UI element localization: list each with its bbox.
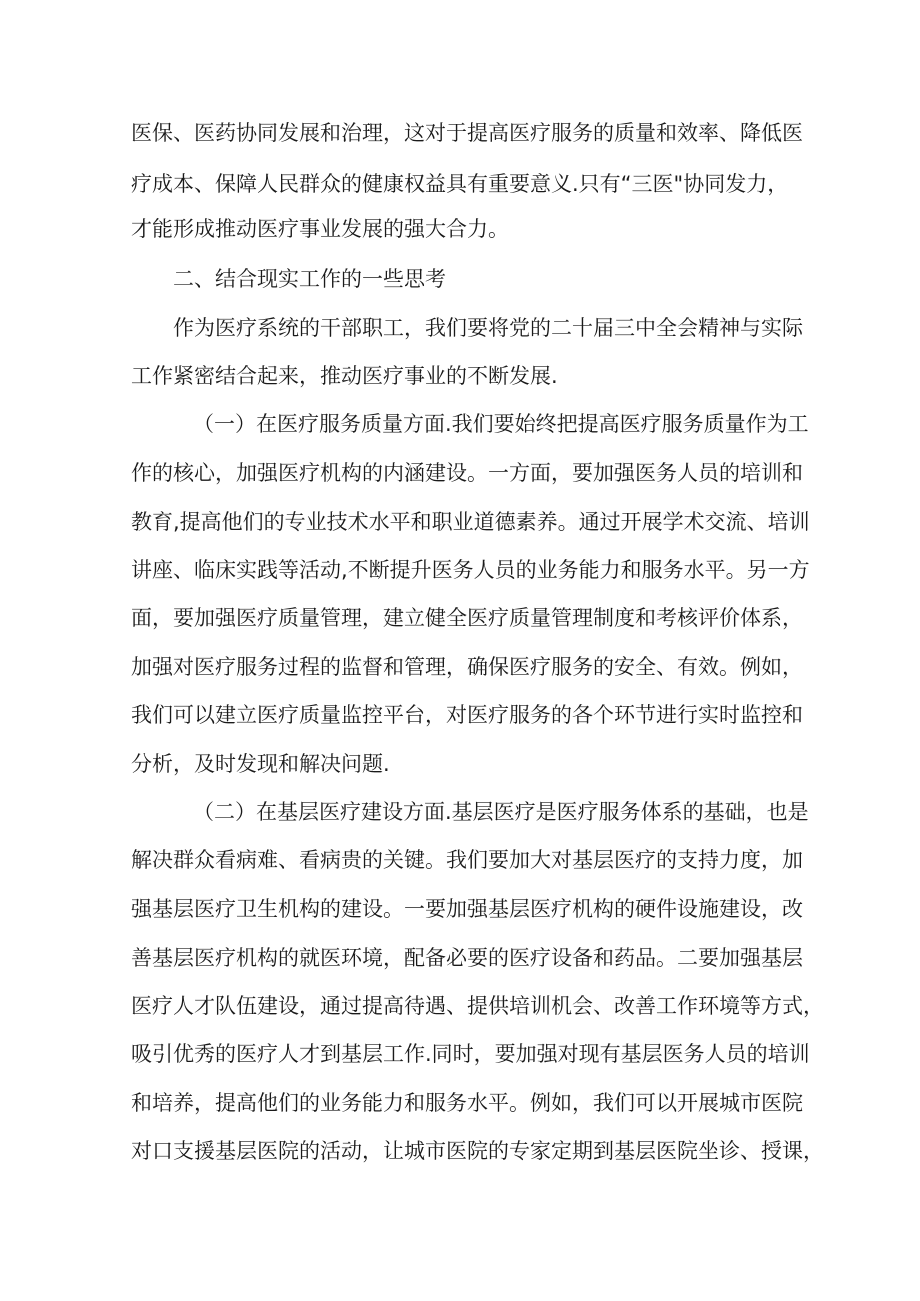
paragraph-3-line-8: 分析，及时发现和解决问题. — [131, 752, 390, 776]
paragraph-4-line-8: 对口支援基层医院的活动，让城市医院的专家定期到基层医院坐诊、授课， — [131, 1139, 824, 1163]
paragraph-3-line-6: 加强对医疗服务过程的监督和管理，确保医疗服务的安全、有效。例如， — [131, 655, 803, 679]
paragraph-3-line-5: 面，要加强医疗质量管理，建立健全医疗质量管理制度和考核评价体系， — [131, 606, 803, 630]
paragraph-2-line-2: 工作紧密结合起来，推动医疗事业的不断发展. — [131, 364, 558, 388]
paragraph-4-line-4: 善基层医疗机构的就医环境，配备必要的医疗设备和药品。二要加强基层 — [131, 946, 803, 970]
paragraph-4-line-5: 医疗人才队伍建设，通过提高待遇、提供培训机会、改善工作环境等方式， — [131, 994, 824, 1018]
paragraph-1-line-2: 疗成本、保障人民群众的健康权益具有重要意义.只有“三医"协同发力， — [131, 172, 789, 196]
paragraph-3-line-7: 我们可以建立医疗质量监控平台，对医疗服务的各个环节进行实时监控和 — [131, 703, 803, 727]
paragraph-3-line-4: 讲座、临床实践等活动,不断提升医务人员的业务能力和服务水平。另一方 — [131, 558, 810, 582]
paragraph-4-line-1: （二）在基层医疗建设方面.基层医疗是医疗服务体系的基础，也是 — [193, 800, 809, 824]
paragraph-4-line-3: 强基层医疗卫生机构的建设。一要加强基层医疗机构的硬件设施建设，改 — [131, 897, 803, 921]
paragraph-4-line-2: 解决群众看病难、看病贵的关键。我们要加大对基层医疗的支持力度，加 — [131, 848, 803, 872]
paragraph-4-line-7: 和培养，提高他们的业务能力和服务水平。例如，我们可以开展城市医院 — [131, 1091, 803, 1115]
paragraph-2-line-1: 作为医疗系统的干部职工，我们要将党的二十届三中全会精神与实际 — [173, 316, 803, 340]
paragraph-4-line-6: 吸引优秀的医疗人才到基层工作.同时，要加强对现有基层医务人员的培训 — [131, 1042, 810, 1066]
paragraph-1-line-1: 医保、医药协同发展和治理，这对于提高医疗服务的质量和效率、降低医 — [131, 121, 803, 145]
paragraph-1-line-3: 才能形成推动医疗事业发展的强大合力。 — [131, 217, 509, 241]
paragraph-3-line-1: （一）在医疗服务质量方面.我们要始终把提高医疗服务质量作为工 — [193, 412, 809, 436]
paragraph-3-line-2: 作的核心，加强医疗机构的内涵建设。一方面，要加强医务人员的培训和 — [131, 461, 803, 485]
paragraph-3-line-3: 教育,提高他们的专业技术水平和职业道德素养。通过开展学术交流、培训 — [131, 510, 810, 534]
section-heading: 二、结合现实工作的一些思考 — [173, 267, 446, 291]
